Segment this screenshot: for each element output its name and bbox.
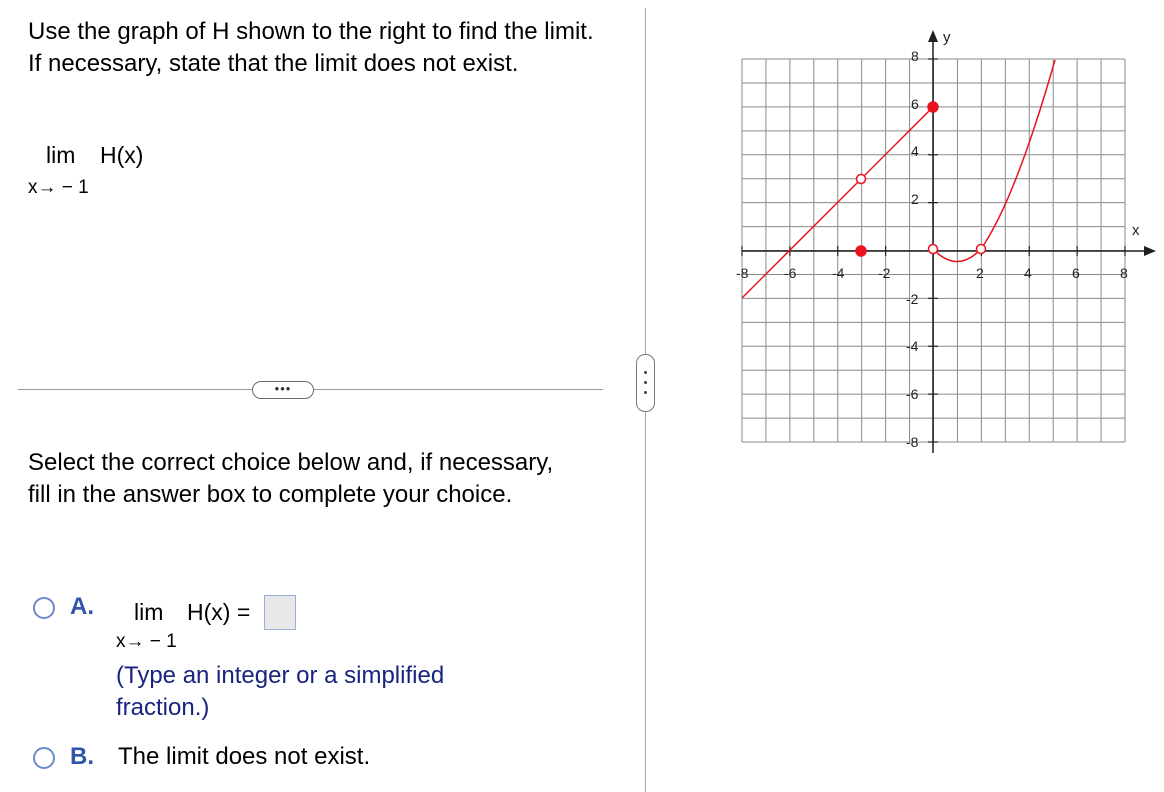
option-a-letter: A.: [70, 593, 94, 620]
open-point: [857, 175, 866, 184]
x-axis-arrow-icon: [1144, 246, 1156, 256]
option-a-radio[interactable]: [33, 597, 55, 619]
y-tick-label: -2: [906, 291, 919, 307]
limit-subscript: x→ − 1: [28, 177, 89, 198]
y-tick-label: 8: [911, 48, 919, 64]
x-axis-label: x: [1132, 222, 1140, 239]
more-button[interactable]: •••: [252, 381, 314, 399]
y-axis-label: y: [943, 29, 951, 46]
option-b-text: The limit does not exist.: [118, 743, 371, 770]
instruction-text: Select the correct choice below and, if necessary, fill in the answer box to complete your choice.: [28, 449, 554, 508]
option-a-subscript: x→ − 1: [116, 631, 177, 652]
open-point: [929, 245, 938, 254]
option-b-letter: B.: [70, 743, 94, 770]
option-a-lim-word: lim: [134, 599, 164, 625]
x-tick-label: -6: [784, 265, 797, 281]
option-b-radio[interactable]: [33, 747, 55, 769]
question-prompt: Use the graph of H shown to the right to find the limit. If necessary, state that the limit does not exist.: [28, 18, 594, 77]
y-tick-label: -8: [906, 434, 919, 450]
option-a-hint: (Type an integer or a simplified fraction.): [116, 662, 445, 721]
y-tick-label: -4: [906, 338, 919, 354]
handle-dot-icon: [644, 381, 647, 384]
option-a-function: H(x) =: [187, 599, 251, 625]
y-axis-arrow-icon: [928, 30, 938, 42]
y-tick-label: -6: [906, 386, 919, 402]
x-tick-label: -8: [736, 265, 749, 281]
x-tick-label: 2: [976, 265, 984, 281]
y-tick-label: 6: [911, 96, 919, 112]
x-tick-label: 4: [1024, 265, 1032, 281]
panel-resize-handle[interactable]: [636, 354, 655, 412]
curve-segment: [933, 60, 1055, 262]
x-tick-label: -4: [832, 265, 845, 281]
answer-input-box[interactable]: [264, 595, 296, 630]
open-point: [977, 245, 986, 254]
closed-point: [928, 102, 938, 112]
limit-lim-word: lim: [46, 142, 76, 168]
y-tick-label: 2: [911, 191, 919, 207]
x-tick-label: 6: [1072, 265, 1080, 281]
handle-dot-icon: [644, 371, 647, 374]
limit-expression: [28, 142, 246, 202]
limit-function: H(x): [100, 142, 144, 168]
closed-point: [856, 246, 866, 256]
x-tick-label: 8: [1120, 265, 1128, 281]
graph: [730, 20, 1160, 460]
axes: [742, 30, 1156, 453]
y-tick-label: 4: [911, 143, 919, 159]
handle-dot-icon: [644, 391, 647, 394]
x-tick-label: -2: [878, 265, 891, 281]
